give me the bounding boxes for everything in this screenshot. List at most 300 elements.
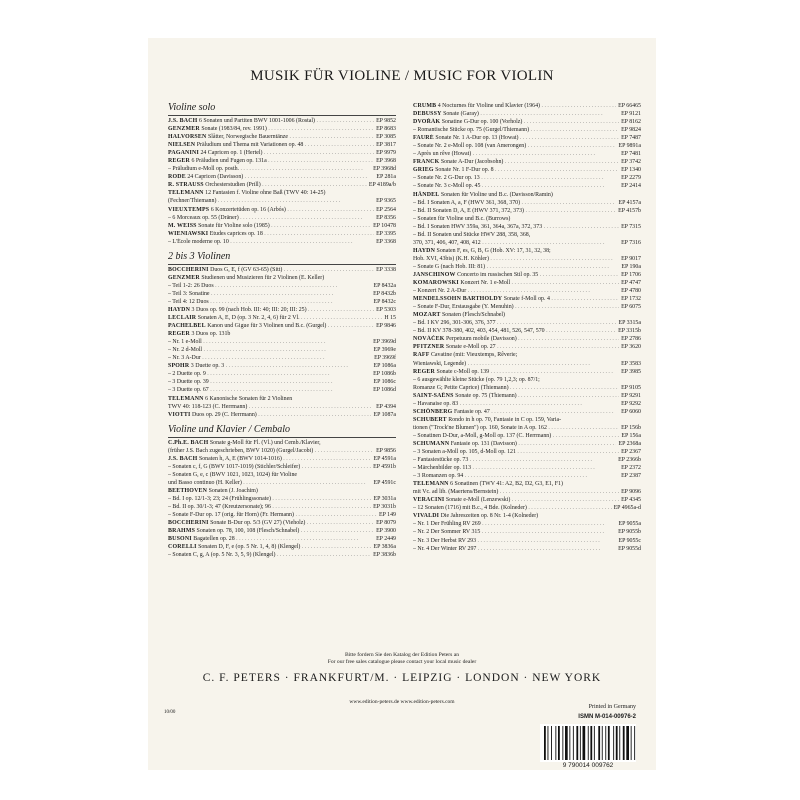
composer-name: VERACINI bbox=[413, 497, 445, 504]
entry-title bbox=[413, 448, 619, 456]
edition-number: EP 1086a bbox=[373, 363, 396, 370]
entry-title bbox=[413, 343, 619, 351]
entry-title bbox=[413, 424, 619, 432]
edition-number: EP 9096 bbox=[621, 489, 641, 496]
catalog-entry bbox=[413, 311, 641, 319]
edition-number: EP 9121 bbox=[621, 111, 641, 118]
work-description: Fantasie op. 47 bbox=[453, 408, 490, 415]
catalog-entry bbox=[168, 479, 396, 487]
entry-title bbox=[168, 133, 374, 141]
entry-title bbox=[413, 440, 616, 448]
work-description: 370, 371, 406, 407, 408, 412 bbox=[413, 239, 481, 246]
catalog-entry bbox=[413, 376, 641, 384]
edition-number: EP 3395 bbox=[376, 230, 396, 237]
work-description: – 12 Sonaten (1716) mit B.c., 4 Bde. (Kolneder) bbox=[413, 505, 527, 512]
work-description: Sonaten für Violine und B.c. (Davisson/Ramin) bbox=[440, 191, 553, 198]
entry-title bbox=[413, 400, 619, 408]
catalog-entry bbox=[168, 346, 396, 354]
entry-title bbox=[413, 311, 641, 319]
work-description: – Nr. 1 e-Moll bbox=[168, 339, 202, 346]
barcode-bar bbox=[583, 726, 586, 760]
entry-title bbox=[168, 125, 374, 133]
work-description: Sonate (1983/84, rev. 1991) bbox=[201, 126, 267, 133]
work-description: – Nr. 2 d-Moll bbox=[168, 347, 203, 354]
barcode-bar bbox=[634, 726, 635, 760]
entry-title bbox=[413, 247, 641, 255]
catalog-entry bbox=[168, 403, 396, 411]
edition-number: EP 9365 bbox=[376, 198, 396, 205]
work-description: 24 Capricen (Davisson) bbox=[187, 174, 244, 181]
edition-number: EP 5303 bbox=[376, 306, 396, 313]
work-description: Sonatine G-Dur op. 100 (Vorholz) bbox=[441, 119, 523, 126]
work-description: Sonate (Garay) bbox=[443, 111, 479, 118]
work-description: Sonate e-Moll op. 27 bbox=[445, 344, 496, 351]
entry-title bbox=[168, 141, 374, 149]
edition-number: EP 4965a-d bbox=[613, 505, 641, 512]
edition-number: EP 1087a bbox=[373, 411, 396, 418]
catalog-entry bbox=[168, 141, 396, 149]
work-description: – Konzert Nr. 2 A-Dur bbox=[413, 288, 467, 295]
work-description: 6 Sonatinen (TWV 41: A2, B2, D2, G3, E1, F1) bbox=[450, 481, 563, 488]
edition-number: EP 1732 bbox=[621, 296, 641, 303]
work-description: – Nr. 2 Der Sommer RV 315 bbox=[413, 529, 481, 536]
edition-number: EP 7481 bbox=[621, 151, 641, 158]
entry-title bbox=[413, 102, 616, 110]
back-cover bbox=[148, 38, 656, 770]
catalog-entry bbox=[168, 117, 396, 125]
catalog-entry bbox=[413, 528, 641, 536]
work-description: Sonate f-Moll op. 4 bbox=[503, 296, 550, 303]
entry-title bbox=[413, 215, 641, 223]
work-description: TWV 40: 118-123 (C. Herrmann) bbox=[168, 403, 248, 410]
work-description: Präludium und Thema mit Variationen op. 48 bbox=[196, 142, 304, 149]
edition-number: EP 4780 bbox=[621, 288, 641, 295]
work-description: Konzert Nr. 1 e-Moll bbox=[460, 280, 511, 287]
work-description: 12 Fantasien f. Violine ohne Baß (TWV 40: 14-25) bbox=[205, 190, 326, 197]
catalog-entry bbox=[168, 395, 396, 403]
catalog-column-right bbox=[413, 102, 641, 553]
work-description: – Bd. II Sonaten und Stücke HWV 288, 358, 368, bbox=[413, 231, 531, 238]
entry-title bbox=[168, 197, 374, 205]
composer-name: REGER bbox=[168, 158, 190, 165]
work-description: Sonaten (J. Joachim) bbox=[208, 487, 258, 494]
edition-number: EP 9105 bbox=[621, 384, 641, 391]
entry-title bbox=[168, 330, 396, 338]
composer-name: VIEUXTEMPS bbox=[168, 206, 210, 213]
work-description: – Teil 3: Sonatine bbox=[168, 290, 210, 297]
work-description: – Teil 1-2: 26 Duos bbox=[168, 282, 214, 289]
entry-title bbox=[413, 384, 619, 392]
work-description: – 3 Sonaten a-Moll op. 105, d-Moll op. 121 bbox=[413, 449, 516, 456]
work-description: Sonate op. 75 (Thiemann) bbox=[455, 392, 517, 399]
edition-number: EP 4591c bbox=[373, 479, 396, 486]
barcode-bar bbox=[558, 726, 560, 760]
work-description: Sonate für Violine solo (1985) bbox=[198, 222, 270, 229]
entry-title bbox=[413, 295, 619, 303]
barcode-bar bbox=[605, 726, 606, 760]
entry-title bbox=[413, 537, 616, 545]
barcode-bar bbox=[631, 726, 632, 760]
work-description: Sonate A-Dur (Jacobsohn) bbox=[440, 159, 504, 166]
barcode-bar bbox=[576, 726, 578, 760]
entry-title bbox=[168, 314, 382, 322]
entry-title bbox=[168, 230, 374, 238]
catalog-entry bbox=[168, 149, 396, 157]
entry-title bbox=[413, 504, 612, 512]
composer-name: BUSONI bbox=[168, 536, 192, 543]
edition-number: EP 1340 bbox=[621, 167, 641, 174]
work-description: 6 Kanonische Sonaten für 2 Violinen bbox=[205, 395, 293, 402]
work-description: Sonaten op. 78, 100, 108 (Flesch/Schnabel) bbox=[196, 528, 300, 535]
catalog-entry bbox=[168, 125, 396, 133]
catalog-entry bbox=[168, 503, 396, 511]
edition-number: EP 2387 bbox=[621, 473, 641, 480]
composer-name: VIOTTI bbox=[168, 411, 191, 418]
catalog-entry bbox=[413, 545, 641, 553]
work-description: Sonaten D, F, e (op. 5 Nr. 1, 4, 8) (Klengel) bbox=[198, 544, 301, 551]
work-description: (früher J.S. Bach zugeschrieben, BWV 1020) (Gurgel/Jacobi) bbox=[168, 447, 314, 454]
work-description: Duos op. 29 (C. Herrmann) bbox=[191, 411, 257, 418]
edition-number: EP 4394 bbox=[376, 403, 396, 410]
work-description: Sonate Nr. 1 F-Dur op. 8 bbox=[435, 167, 494, 174]
entry-title bbox=[413, 408, 619, 416]
work-description: – Sonaten C, g, A (op. 5 Nr. 3, 5, 9) (Klengel) bbox=[168, 552, 276, 559]
composer-name: J.S. BACH bbox=[168, 118, 198, 124]
catalog-entry bbox=[168, 165, 396, 173]
work-description: – Nr. 3 A-Dur bbox=[168, 355, 201, 362]
entry-title bbox=[168, 282, 371, 290]
barcode-bar bbox=[590, 726, 592, 760]
work-description: mit Vc. ad lib. (Maertens/Bernstein) bbox=[413, 489, 499, 496]
catalog-entry bbox=[168, 543, 396, 551]
edition-number: EP 4189a/b bbox=[368, 182, 396, 189]
work-description: und Basso continuo (H. Keller) bbox=[168, 479, 242, 486]
entry-title bbox=[168, 165, 371, 173]
edition-number: EP 8356 bbox=[376, 214, 396, 221]
work-description: (Fechner/Thiemann) bbox=[168, 198, 217, 205]
composer-name: HAYDN bbox=[413, 247, 436, 254]
printed-in: Printed in Germany bbox=[588, 704, 636, 710]
work-description: Cavatine (mit: Vieuxtemps, Rêverie; bbox=[431, 352, 518, 359]
catalog-entry bbox=[168, 189, 396, 197]
edition-number: EP 4157b bbox=[618, 207, 641, 214]
edition-number: EP 2372 bbox=[621, 465, 641, 472]
edition-number: EP 9055b bbox=[618, 529, 641, 536]
edition-number: EP 9846 bbox=[376, 323, 396, 330]
barcode-bar bbox=[555, 726, 556, 760]
composer-name: MENDELSSOHN BARTHOLDY bbox=[413, 296, 503, 303]
entry-title bbox=[413, 150, 619, 158]
catalog-entry bbox=[413, 464, 641, 472]
composer-name: PAGANINI bbox=[168, 150, 199, 157]
composer-name: NOVÁČEK bbox=[413, 336, 445, 343]
entry-title bbox=[168, 411, 371, 419]
work-description: – Bd. I op. 12/1-3; 23; 24 (Frühlingssonate) bbox=[168, 495, 271, 502]
work-description: – Romantische Stücke op. 75 (Gurgel/Thiemann) bbox=[413, 127, 530, 134]
work-description: 6 Konzertetüden op. 16 (Arbós) bbox=[210, 206, 286, 213]
work-description: Rondo in h op. 70, Fantasie in C op. 159, Varia- bbox=[448, 416, 562, 423]
work-description: – Bd. II op. 30/1-3; 47 (Kreutzersonate); 96 bbox=[168, 504, 271, 511]
composer-name: BRAHMS bbox=[168, 528, 196, 535]
entry-title bbox=[413, 191, 641, 199]
entry-title bbox=[413, 231, 641, 239]
entry-title bbox=[168, 238, 374, 246]
composer-name: SAINT-SAËNS bbox=[413, 392, 454, 399]
entry-title bbox=[168, 306, 374, 314]
barcode-number: 9 790014 009762 bbox=[562, 762, 614, 769]
catalog-entry bbox=[413, 134, 641, 142]
composer-name: VIVALDI bbox=[413, 513, 440, 520]
edition-number: EP 9856 bbox=[376, 447, 396, 454]
work-description: 6 Präludien und Fugen op. 131a bbox=[191, 158, 267, 165]
work-description: Die Jahreszeiten op. 8 Nr. 1-4 (Kolneder) bbox=[440, 513, 539, 520]
catalog-entry bbox=[168, 214, 396, 222]
entry-title bbox=[168, 463, 371, 471]
work-description: Sonaten A, E, D (op. 3 Nr. 2, 4, 6) für 2 Vl. bbox=[197, 315, 300, 322]
edition-number: EP 3742 bbox=[621, 159, 641, 166]
work-description: Sonaten F, es, G, B, G (Hob. XV: 17, 31, 32, 38; bbox=[436, 247, 551, 254]
work-description: – Fantasiestücke op. 73 bbox=[413, 457, 469, 464]
entry-title bbox=[413, 472, 619, 480]
catalog-entry bbox=[413, 368, 641, 376]
composer-name: HALVORSEN bbox=[168, 134, 207, 141]
composer-name: LECLAIR bbox=[168, 315, 197, 322]
edition-number: EP 3817 bbox=[376, 142, 396, 149]
edition-number: EP 2368a bbox=[618, 440, 641, 447]
edition-number: EP 4345 bbox=[621, 497, 641, 504]
catalog-entry bbox=[168, 471, 396, 479]
entry-title bbox=[168, 495, 371, 503]
edition-number: EP 3985 bbox=[621, 368, 641, 375]
work-description: – Bd. I Sonaten A, a, F (HWV 361, 368, 370) bbox=[413, 199, 521, 206]
composer-name: DEBUSSY bbox=[413, 111, 442, 118]
composer-name: GENZMER bbox=[168, 126, 200, 133]
work-description: Etudes caprices op. 18 bbox=[209, 230, 263, 237]
work-description: Romanze G; Petite Caprice) (Thiemann) bbox=[413, 384, 509, 391]
catalog-entry bbox=[168, 495, 396, 503]
catalog-note-de: Bitte fordern Sie den Katalog der Edition Peters an bbox=[344, 652, 460, 658]
composer-name: KOMAROWSKI bbox=[413, 280, 459, 287]
edition-number: EP 8432a bbox=[373, 282, 396, 289]
entry-title bbox=[168, 527, 374, 535]
entry-title bbox=[413, 126, 619, 134]
work-description: – 6 Morceaux op. 55 (Dräner) bbox=[168, 214, 239, 221]
catalog-entry bbox=[168, 157, 396, 165]
catalog-entry bbox=[413, 440, 641, 448]
edition-number: EP 9017 bbox=[621, 255, 641, 262]
entry-title bbox=[168, 395, 396, 403]
catalog-entry bbox=[168, 133, 396, 141]
composer-name: RODE bbox=[168, 174, 186, 181]
entry-title bbox=[413, 512, 641, 520]
work-description: – Sonate Nr. 3 c-Moll op. 45 bbox=[413, 183, 481, 190]
edition-number: EP 1086d bbox=[373, 387, 396, 394]
edition-number: EP 3031b bbox=[373, 504, 396, 511]
entry-title bbox=[168, 447, 374, 455]
catalog-entry bbox=[168, 511, 396, 519]
catalog-entry bbox=[413, 174, 641, 182]
entry-title bbox=[168, 181, 367, 189]
barcode-bar bbox=[548, 726, 549, 760]
composer-name: BOCCHERINI bbox=[168, 266, 209, 273]
edition-number: EP 2449 bbox=[376, 536, 396, 543]
catalog-entry bbox=[413, 207, 641, 215]
work-description: – 3 Duette op. 67 bbox=[168, 387, 209, 394]
section-heading: Violine und Klavier / Cembalo bbox=[168, 423, 291, 435]
entry-title bbox=[413, 376, 641, 384]
website-line: www.edition-peters.de www.edition-peters.com bbox=[349, 699, 455, 705]
edition-number: EP 9055a bbox=[618, 521, 641, 528]
catalog-entry bbox=[168, 274, 396, 282]
catalog-note-en: For our free sales catalogue please contact your local music dealer bbox=[327, 659, 477, 665]
work-description: Sonate c-Moll op. 139 bbox=[436, 368, 490, 375]
edition-code: 10/00 bbox=[164, 710, 176, 715]
work-description: 24 Capricen op. 1 (Hertel) bbox=[200, 150, 263, 157]
composer-name: FAURÉ bbox=[413, 135, 434, 142]
barcode bbox=[540, 724, 636, 762]
work-description: – Märchenbilder op. 113 bbox=[413, 465, 472, 472]
catalog-entry bbox=[168, 322, 396, 330]
catalog-entry bbox=[168, 181, 396, 189]
entry-title bbox=[413, 488, 619, 496]
entry-title bbox=[168, 511, 377, 519]
edition-number: EP 9852 bbox=[376, 118, 396, 124]
work-description: Sonaten (Flesch/Schnabel) bbox=[442, 312, 505, 319]
entry-title bbox=[413, 335, 619, 343]
catalog-entry bbox=[413, 488, 641, 496]
entry-title bbox=[413, 287, 619, 295]
edition-number: EP 9055c bbox=[618, 537, 641, 544]
edition-number: EP 9824 bbox=[621, 127, 641, 134]
catalog-entry bbox=[413, 118, 641, 126]
entry-title bbox=[168, 290, 371, 298]
composer-name: NIELSEN bbox=[168, 142, 196, 149]
work-description: 4 Nocturnes für Violine und Klavier (1964) bbox=[437, 103, 541, 109]
work-description: – Sonaten für Violine und B.c. (Burrows) bbox=[413, 215, 511, 222]
entry-title bbox=[413, 118, 619, 126]
composer-name: PACHELBEL bbox=[168, 323, 206, 330]
edition-number: EP 281a bbox=[376, 174, 396, 181]
edition-number: EP 3085 bbox=[376, 134, 396, 141]
composer-name: GRIEG bbox=[413, 167, 434, 174]
entry-title bbox=[168, 157, 374, 165]
work-description: – L'École moderne op. 10 bbox=[168, 238, 229, 245]
work-description: Concerto im russischen Stil op. 35 bbox=[457, 271, 539, 278]
composer-name: CRUMB bbox=[413, 103, 437, 109]
entry-title bbox=[168, 362, 371, 370]
catalog-entry bbox=[168, 330, 396, 338]
entry-title bbox=[413, 496, 619, 504]
catalog-entry bbox=[413, 263, 641, 271]
catalog-entry bbox=[413, 295, 641, 303]
edition-number: EP 7487 bbox=[621, 135, 641, 142]
entry-title bbox=[168, 266, 374, 274]
work-description: – Après un rêve (Howat) bbox=[413, 151, 472, 158]
barcode-bar bbox=[598, 726, 600, 760]
catalog-entry bbox=[413, 456, 641, 464]
entry-title bbox=[168, 214, 374, 222]
edition-number: EP 3836a bbox=[373, 544, 396, 551]
edition-number: EP 3031a bbox=[373, 495, 396, 502]
work-description: Sonate e-Moll (Lenzewski) bbox=[445, 497, 511, 504]
entry-title bbox=[413, 528, 616, 536]
edition-number: EP 4591a bbox=[373, 455, 396, 462]
entry-title bbox=[413, 279, 619, 287]
entry-title bbox=[413, 520, 616, 528]
entry-title bbox=[413, 368, 619, 376]
edition-number: EP 7316 bbox=[621, 239, 641, 246]
entry-title bbox=[413, 182, 619, 190]
edition-number: EP 2279 bbox=[621, 175, 641, 182]
composer-name: FRANCK bbox=[413, 159, 440, 166]
catalog-entry bbox=[168, 487, 396, 495]
catalog-entry bbox=[168, 206, 396, 214]
entry-title bbox=[168, 487, 396, 495]
entry-title bbox=[168, 370, 371, 378]
section-heading: Violine solo bbox=[168, 102, 216, 113]
catalog-entry bbox=[168, 354, 396, 362]
entry-title bbox=[413, 416, 641, 424]
work-description: – Sonate Nr. 2 e-Moll op. 108 (van Amerongen) bbox=[413, 143, 527, 150]
edition-number: EP 1086b bbox=[373, 371, 396, 378]
entry-title bbox=[168, 338, 371, 346]
entry-title bbox=[413, 199, 616, 207]
work-description: – Sonaten c, f, G (BWV 1017-1019) (Stichler/Schleifer) bbox=[168, 463, 301, 470]
catalog-entry bbox=[413, 247, 641, 255]
work-description: Wieniawski, Legende) bbox=[413, 360, 467, 367]
entry-title bbox=[168, 479, 371, 487]
barcode-bar bbox=[613, 726, 614, 760]
catalog-entry bbox=[168, 290, 396, 298]
catalog-entry bbox=[168, 362, 396, 370]
edition-number: EP 3620 bbox=[621, 344, 641, 351]
catalog-entry bbox=[413, 448, 641, 456]
composer-name: R. STRAUSS bbox=[168, 182, 204, 189]
catalog-entry bbox=[168, 378, 396, 386]
catalog-entry bbox=[168, 314, 396, 322]
barcode-bar bbox=[544, 726, 546, 760]
entry-title bbox=[413, 432, 619, 440]
entry-title bbox=[168, 503, 371, 511]
catalog-entry bbox=[413, 255, 641, 263]
work-description: Bagatellen op. 28 bbox=[193, 536, 235, 543]
entry-title bbox=[168, 386, 371, 394]
edition-number: EP 9291 bbox=[621, 392, 641, 399]
entry-title bbox=[413, 392, 619, 400]
entry-title bbox=[168, 471, 396, 479]
edition-number: EP 3583 bbox=[621, 360, 641, 367]
catalog-entry bbox=[168, 282, 396, 290]
work-description: 3 Duos op. 131b bbox=[191, 331, 231, 338]
barcode-bar bbox=[562, 726, 563, 760]
edition-number: EP 8162 bbox=[621, 119, 641, 126]
catalog-entry bbox=[413, 166, 641, 174]
entry-title bbox=[413, 207, 616, 215]
work-description: Perpetuum mobile (Davisson) bbox=[446, 336, 517, 343]
entry-title bbox=[168, 535, 374, 543]
barcode-bar bbox=[623, 726, 625, 760]
work-description: – Sonate F-Dur, Erstausgabe (Y. Menuhin) bbox=[413, 304, 514, 311]
composer-name: J.S. BACH bbox=[168, 455, 198, 462]
section-rule bbox=[168, 437, 396, 438]
catalog-entry bbox=[413, 496, 641, 504]
edition-number: EP 3368 bbox=[376, 238, 396, 245]
work-description: – Bd. I KV 296, 301-306, 376, 377 bbox=[413, 320, 496, 327]
work-description: Hob. XVI, 43bis) (K.H. Köhler) bbox=[413, 255, 489, 262]
work-description: – Teil 4: 12 Duos bbox=[168, 298, 209, 305]
catalog-entry bbox=[413, 432, 641, 440]
barcode-bar bbox=[588, 726, 589, 760]
